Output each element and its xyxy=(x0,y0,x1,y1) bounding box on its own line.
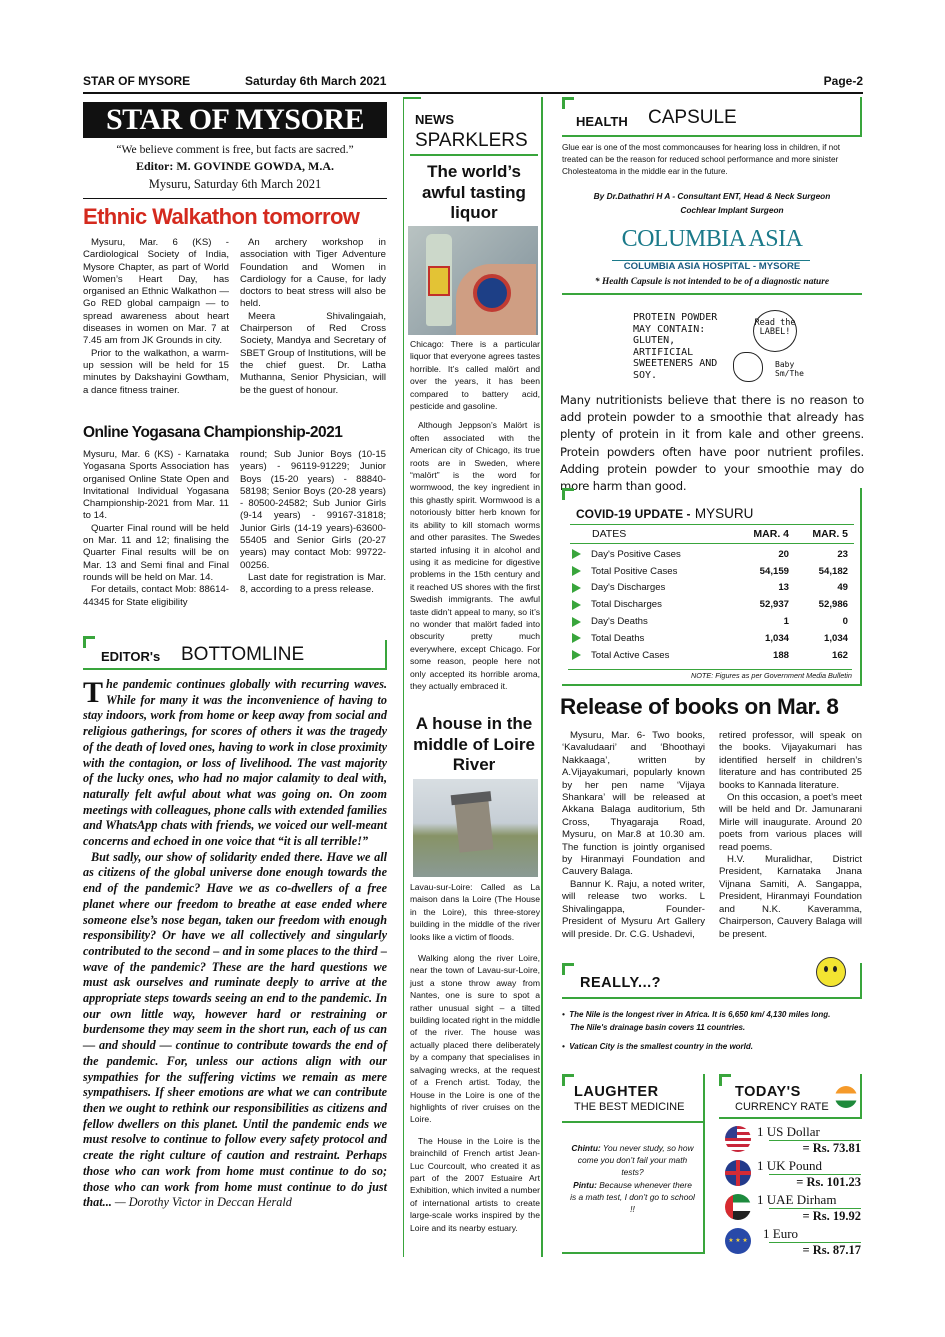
masthead-title: STAR OF MYSORE xyxy=(105,103,365,136)
editorial-p1: The pandemic continues globally with recurring waves. While for many it was the inconvenience of having to stay indoors, work from home or keep away from social and religious gatherings, for scores of others it was the tragedy of the death of loved ones, having to work in close proximity with the contagion, or loss of livelihood. The vast majority of the lucky ones, who had no major calamity to deal with, naturally felt awful about what was going on. On zoom meetings with colleagues, phone calls with extended families and WhatsApp chats with friends, we voiced our well-meant concerns and echoed in one voice that “it is all terrible!” xyxy=(83,676,388,849)
fact-1: • The Nile is the longest river in Africa. It is 6,650 km/ 4,130 miles long. xyxy=(562,1010,831,1019)
masthead-dateline: Mysuru, Saturday 6th March 2021 xyxy=(148,177,322,191)
sparklers-label-bold: NEWS xyxy=(415,112,454,127)
uk-flag-icon xyxy=(725,1160,751,1186)
currency-sub: CURRENCY RATE xyxy=(735,1101,829,1113)
sparklers-headline-1: The world’s awful tasting liquor xyxy=(422,162,526,222)
house-roof xyxy=(451,791,492,805)
fact-2: • Vatican City is the smallest country in the world. xyxy=(562,1042,753,1051)
covid-title-light: MYSURU xyxy=(694,506,754,521)
health-label-box xyxy=(562,97,862,137)
masthead xyxy=(83,102,387,198)
bullet-triangle-icon xyxy=(572,583,581,593)
editorial-body xyxy=(83,677,387,1211)
yoga-p2: Quarter Final round will be held on Mar. 11 and 12; finalising the Quarter Final results will be on Mar. 13 and Semi final and Final rounds will be held on Mar. 14. xyxy=(83,522,229,583)
books-p3: retired professor, will speak on the books. Vijayakumari has identified herself in children’s literature and has contributed 25 books to Kannada literature. xyxy=(719,730,862,791)
covid-head-dates: DATES xyxy=(592,528,627,540)
sparklers-p2: Although Jeppson’s Malört is often associated with the American city of Chicago, its true roots are in Sweden, where “malört” is the word for wormwood, the key ingredient in this ghastly spirit. Wormwood is a notoriously bitter herb known for its ability to kill stomach worms and other parasites. The Swedes started infusing it in alcohol and using it as medicine for digestive problems in the 15th century and it reached US shores with the first Swedish immigrants. The awful taste didn’t appeal to many, so it’s no wonder that malört faded into obscurity pretty much everywhere, except Chicago. For some reason, people here not only accepted its horrible aroma, they actually embraced it. xyxy=(410,420,540,691)
currency-aed: 1 UAE Dirham = Rs. 19.92 xyxy=(723,1192,863,1224)
health-disclaimer: * Health Capsule is not intended to be of a diagnostic nature xyxy=(594,277,830,287)
masthead-editor: Editor: M. GOVINDE GOWDA, M.A. xyxy=(136,159,334,173)
books-p5: H.V. Muralidhar, District President, Karnataka Jnana Vijnana Samiti, A. Sangappa, President, Hiranmayi Foundation and N.K. Kaveramma, Chairperson, Cauvery Balaga will be present. xyxy=(719,854,862,940)
cartoon-character xyxy=(733,352,763,382)
really-facts xyxy=(562,1009,862,1054)
covid-note: NOTE: Figures as per Government Media Bulletin xyxy=(568,669,852,680)
health-label-light: CAPSULE xyxy=(648,107,737,128)
india-flag-icon xyxy=(835,1086,857,1108)
health-bottom-rule xyxy=(562,293,862,295)
walkathon-headline: Ethnic Walkathon tomorrow xyxy=(83,204,360,229)
masthead-banner xyxy=(83,102,387,138)
bulb-eye-left xyxy=(824,966,828,972)
editorial-dropcap: T xyxy=(83,676,104,709)
laughter-sub: THE BEST MEDICINE xyxy=(574,1101,685,1113)
covid-row: Total Active Cases 188 162 xyxy=(562,647,854,664)
covid-row: Total Discharges 52,937 52,986 xyxy=(562,596,854,613)
books-p1: Mysuru, Mar. 6- Two books, ‘Kavaludaari’ and ‘Bhoothayi Nakkaaga’, written by A.Vijayakumari, popularly known by her pen name ‘Vijaya Shankara’ will be released at Akkana Balaga auditorium, 5th Cross, Thyagaraja Road, Mysuru, on Mar.8 at 10.30 am. The function is jointly organised by Hiranmayi Foundation and Cauvery Balaga. xyxy=(562,730,705,878)
protein-cartoon xyxy=(605,302,820,392)
covid-table-head xyxy=(570,524,854,544)
health-label-bold: HEALTH xyxy=(576,114,628,129)
really-label-box xyxy=(562,963,862,999)
covid-title-bold: COVID-19 UPDATE - xyxy=(576,507,691,521)
walkathon-p1: Mysuru, Mar. 6 (KS) - Cardiological Society of India, Mysore Chapter, as part of World Women’s Heart Day, has organised an Ethnic Walkathon — Go RED global campaign — to spread awareness about heart diseases in women on Mar. 7 at 7.45 am from JK Grounds in city. xyxy=(83,237,229,347)
sparklers-label-box xyxy=(410,108,538,156)
header-date: Saturday 6th March 2021 xyxy=(245,74,387,88)
currency-corner xyxy=(719,1074,731,1086)
bulb-eye-right xyxy=(833,966,837,972)
cartoon-caption: PROTEIN POWDER MAY CONTAIN: GLUTEN, ARTIFICIAL SWEETENERS AND SOY. xyxy=(633,312,718,381)
books-p4: On this occasion, a poet’s meet will be held and Dr. Jamunarani Mirle will inaugurate. Around 20 poets from various places will read poems. xyxy=(719,792,862,853)
yoga-p3: For details, contact Mob: 88614-44345 for State eligibility xyxy=(83,584,229,608)
currency-usd: 1 US Dollar = Rs. 73.81 xyxy=(723,1124,863,1156)
masthead-motto: “We believe comment is free, but facts are sacred.” xyxy=(116,143,354,156)
cartoon-signature: Baby Sm/The xyxy=(775,360,804,378)
page-header xyxy=(83,74,863,92)
sparklers-headline-2: A house in the middle of Loire River xyxy=(413,714,535,774)
sparklers-top-bar xyxy=(403,97,421,99)
currency-eur: ★ ★ ★ 1 Euro = Rs. 87.17 xyxy=(723,1226,863,1258)
currency-box xyxy=(719,1074,862,1119)
hospital-name: COLUMBIA ASIA HOSPITAL - MYSORE xyxy=(623,261,801,272)
covid-box xyxy=(562,488,862,686)
covid-row: Total Deaths 1,034 1,034 xyxy=(562,630,854,647)
laughter-joke xyxy=(570,1142,695,1215)
loire-photo xyxy=(413,779,538,877)
walkathon-p4: Meera Shivalingaiah, Chairperson of Red Cross Society, Mandya and Secretary of SBET Group of Institutions, will be the chief guest. Dr. Latha Muthanna, Senior Physician, will be the guest of honour. xyxy=(240,310,386,396)
walkathon-p2: Prior to the walkathon, a warm-up session will be held for 15 minutes by Dakshayini Gowtham, a dance fitness trainer. xyxy=(83,347,229,396)
bullet-triangle-icon xyxy=(572,633,581,643)
walkathon-p3: An archery workshop in association with Tiger Adventure Foundation and Women in Cardiology for a Cause, for lady doctors to beat stress will also be held. xyxy=(240,237,386,310)
laughter-box xyxy=(562,1074,705,1254)
health-text: Glue ear is one of the most commoncauses for hearing loss in children, if not treated can be the reason for reduced school performance and more sinister Cholesteatoma in the middle ear in the future. xyxy=(562,143,841,177)
covid-title xyxy=(576,505,753,523)
books-col2 xyxy=(719,730,862,941)
sparklers-p3: Lavau-sur-Loire: Called as La maison dans la Loire (The House in the Loire), this three-storey building in the middle of the river looks like a victim of floods. xyxy=(410,882,540,942)
uae-flag-icon xyxy=(725,1194,751,1220)
arm-tattoo xyxy=(473,274,511,312)
sparklers-p5: The House in the Loire is the brainchild of French artist Jean-Luc Courcoult, who created it as part of the 2007 Estuaire Art Exhibition, which invited a number of international artists to create large-scale works inspired by the Loire and its nearby estuary. xyxy=(410,1135,540,1233)
columbia-asia-logo: COLUMBIA ASIA xyxy=(621,226,803,252)
covid-row: Total Positive Cases 54,159 54,182 xyxy=(562,563,854,580)
header-paper-name: STAR OF MYSORE xyxy=(83,74,191,88)
yoga-col2 xyxy=(240,449,386,597)
us-flag-icon xyxy=(725,1126,751,1152)
really-corner xyxy=(562,963,574,975)
editorial-label-light: BOTTOMLINE xyxy=(181,644,305,665)
books-p2: Bannur K. Raju, a noted writer, will release two works. L Shivalingappa, Founder-President of Mysuru Art Gallery will preside. Dr. C.G. Ushadevi, xyxy=(562,878,705,940)
currency-gbp: 1 UK Pound = Rs. 101.23 xyxy=(723,1158,863,1190)
covid-row: Day's Deaths 1 0 xyxy=(562,613,854,630)
editorial-label-corner xyxy=(83,636,95,648)
house-tilted xyxy=(454,799,493,852)
health-byline-1: By Dr.Dathathri H A - Consultant ENT, Head & Neck Surgeon xyxy=(593,191,831,201)
laughter-rule xyxy=(562,1121,703,1123)
bullet-triangle-icon xyxy=(572,566,581,576)
nutrition-text: Many nutritionists believe that there is no reason to add protein powder to a smoothie that already has plenty of protein in it from kale and other greens. Protein powders often have poor nutrient profiles. Adding protein powder to your smoothie may do more harm than good. xyxy=(560,393,864,494)
bulb-icon xyxy=(816,957,846,987)
joke-line-2: Pintu: Because whenever there is a math test, I don’t go to school !! xyxy=(570,1179,695,1215)
cartoon-bubble-text: Read the LABEL! xyxy=(754,318,796,337)
yoga-headline: Online Yogasana Championship-2021 xyxy=(83,424,343,441)
editorial-label-box xyxy=(83,640,387,670)
editorial-p2: But sadly, our show of solidarity ended there. Have we all as citizens of the global universe done enough towards the end of the pandemic? Have we as co-dwellers of a free planet where our freedom to breathe at ease ended where someone else’s nose began, taken our freedom with enough responsibility? Or have we all collectively and singularly contributed to the second – and in some places to the third – wave of the pandemic? These are the hard questions we must ask ourselves and ruminate deeply to arrive at the appropriate steps towards seeing an end to the pandemic. In our own little way, however hard or restraining or burdensome they may seem in the short run, each of us can — and should — continue to contribute towards the end of the pandemic. For, unless our actions align with our sympathies for the suffering victims we remain as mere sympathisers. If sheer emotions are what we can contribute then we ought to rethink our responsibilities as citizens and fellow dwellers on this planet. Until the pandemic ends we must resolve to continue to follow every safety protocol and create the right culture of caution and restraint. Perhaps those who can work from home must continue to do so; those who can work from home must continue to do just that... — Dorothy Victor in Deccan Herald xyxy=(83,849,387,1210)
yoga-p5: Last date for registration is Mar. 8, according to a press release. xyxy=(240,571,386,596)
covid-row: Day's Discharges 13 49 xyxy=(562,580,854,597)
laughter-label: LAUGHTER xyxy=(574,1084,659,1100)
bullet-triangle-icon xyxy=(572,617,581,627)
covid-table-body xyxy=(562,546,854,664)
editorial-credit: — Dorothy Victor in Deccan Herald xyxy=(114,1195,292,1210)
bullet-triangle-icon xyxy=(572,650,581,660)
covid-row: Day's Positive Cases 20 23 xyxy=(562,546,854,563)
sparklers-text-1 xyxy=(410,338,540,692)
covid-corner xyxy=(562,488,574,500)
covid-head-mar5: MAR. 5 xyxy=(812,528,848,540)
health-label-corner xyxy=(562,97,574,109)
cartoon-bubble xyxy=(753,310,797,352)
covid-head-mar4: MAR. 4 xyxy=(753,528,789,540)
sparklers-label-light: SPARKLERS xyxy=(415,130,528,151)
liquor-photo xyxy=(408,226,538,335)
sparklers-p4: Walking along the river Loire, near the town of Lavau-sur-Loire, just a stone throw away from Nantes, one is sure to spot a rather unusual sight – a tilted building located right in the middle of the river. The house was actually placed there deliberately by a company that specialises in salvaging wrecks, at the request of a French artist. Today, the House in the Loire is one of the highlights of river cruises on the Loire. xyxy=(410,953,540,1125)
books-col1 xyxy=(562,730,705,941)
header-rule xyxy=(83,92,863,94)
health-byline-2: Cochlear Implant Surgeon xyxy=(680,205,784,215)
really-label: REALLY...? xyxy=(580,975,662,991)
fact-1b: The Nile's drainage basin covers 11 countries. xyxy=(570,1022,746,1032)
walkathon-col2 xyxy=(240,237,386,397)
masthead-rule xyxy=(83,198,387,199)
laughter-corner xyxy=(562,1074,574,1086)
bullet-triangle-icon xyxy=(572,600,581,610)
editorial-label-bold: EDITOR's xyxy=(101,649,161,664)
currency-label: TODAY'S xyxy=(735,1084,801,1100)
joke-line-1: Chintu: You never study, so how come you don’t fail your math tests? xyxy=(571,1143,694,1178)
yoga-p1: Mysuru, Mar. 6 (KS) - Karnataka Yogasana Sports Association has organised Online State Open and Invitational Individual Yogasana Championship-2021 from Mar. 11 to 14. xyxy=(83,449,229,522)
yoga-col1 xyxy=(83,449,229,609)
walkathon-col1 xyxy=(83,237,229,397)
header-page-number: Page-2 xyxy=(823,74,863,88)
bottle-label xyxy=(428,266,450,296)
sparklers-text-2 xyxy=(410,881,540,1234)
sparklers-p1: Chicago: There is a particular liquor that everyone agrees tastes horrible. It’s called malört and over the years, it has been compared to battery acid, pesticide and gasoline. xyxy=(410,339,540,412)
bullet-triangle-icon xyxy=(572,549,581,559)
yoga-p4: round; Sub Junior Boys (10-15 years) - 96119-91229; Junior Boys (15-20 years) - 88840-58198; Senior Boys (20-28 years) - 80500-24582; Sub Junior Girls (9-14 years) - 99167-31818; Junior Girls (14-19 years)-63600-55405 and Senior Girls (20-27 years) may contact Mob: 99722-00256. xyxy=(240,449,386,571)
books-headline: Release of books on Mar. 8 xyxy=(560,694,839,719)
eu-flag-icon: ★ ★ ★ xyxy=(725,1228,751,1254)
